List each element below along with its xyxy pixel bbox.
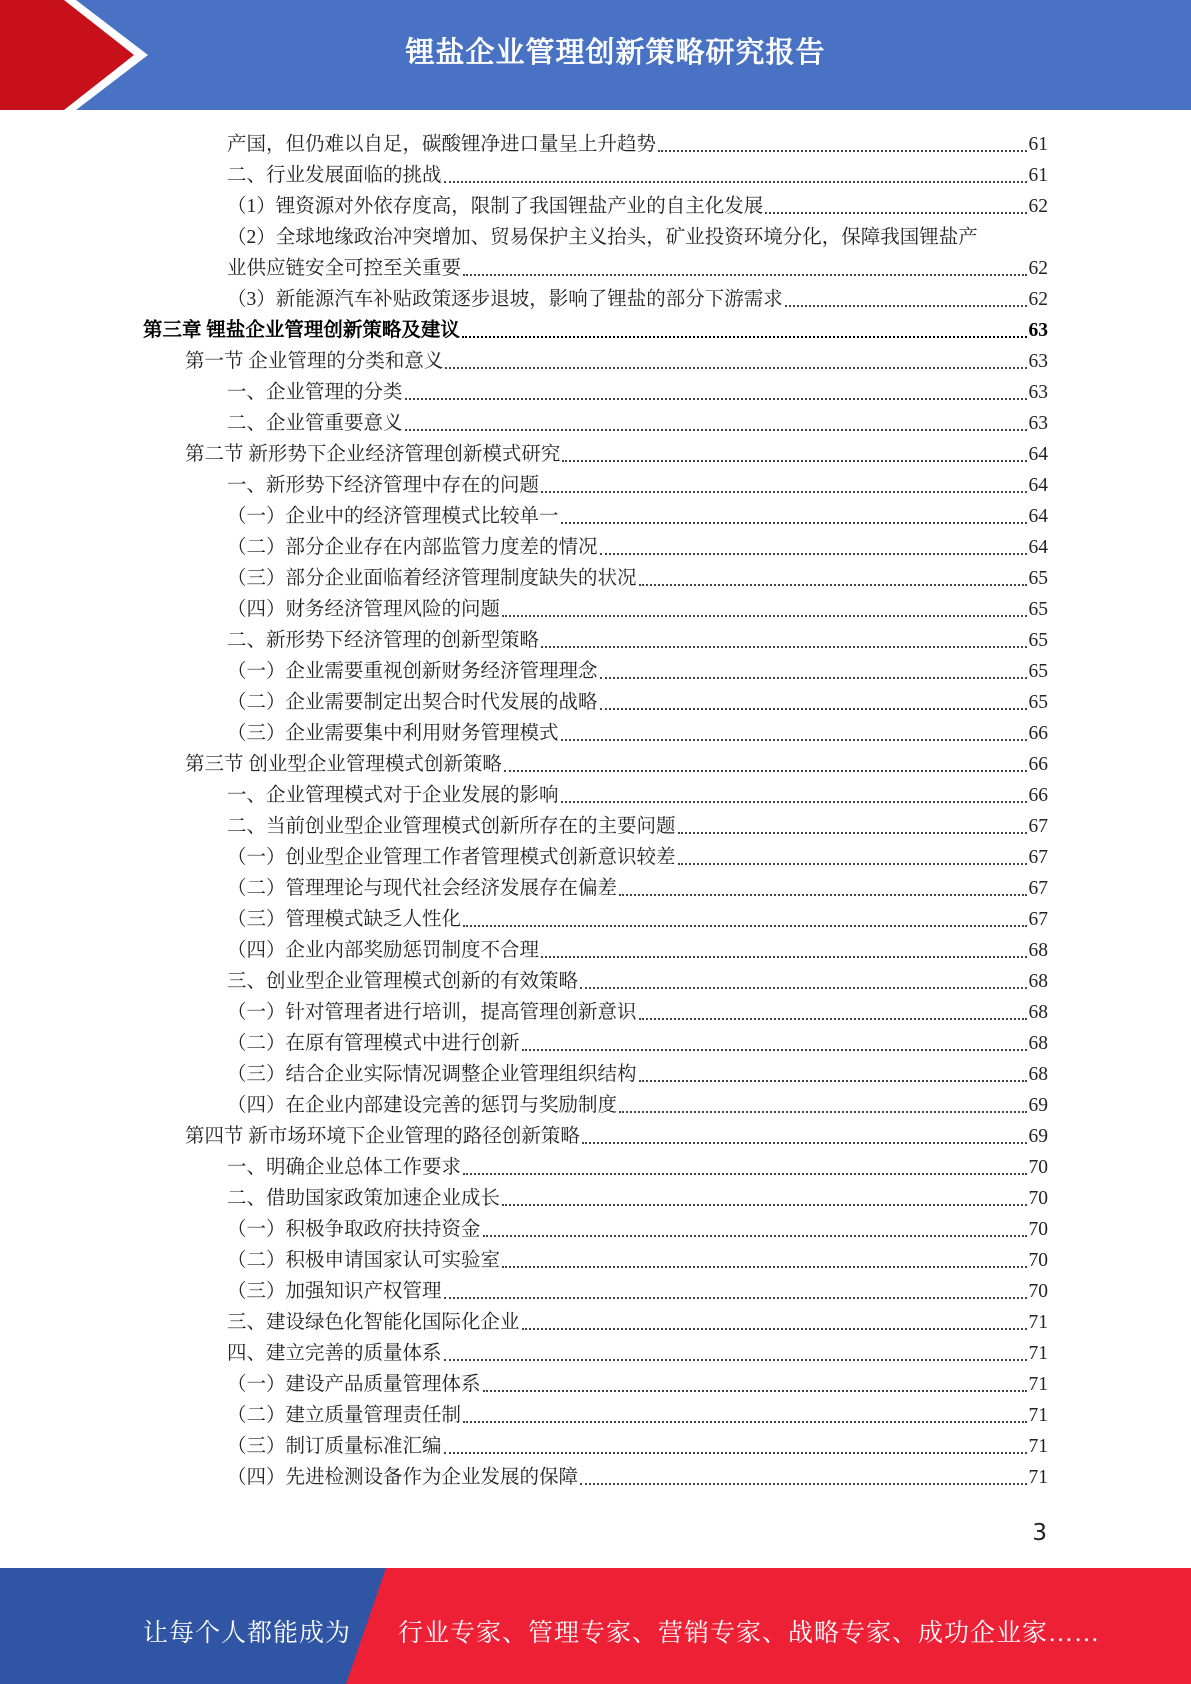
toc-entry-page: 71 bbox=[1028, 1343, 1048, 1364]
toc-entry-title: （二）管理理论与现代社会经济发展存在偏差 bbox=[227, 878, 618, 899]
toc-entry-title: （一）企业中的经济管理模式比较单一 bbox=[227, 506, 559, 527]
toc-entry-page: 62 bbox=[1028, 289, 1048, 310]
toc-entry-title: 第一节 企业管理的分类和意义 bbox=[185, 351, 444, 372]
toc-entry-title: （一）积极争取政府扶持资金 bbox=[227, 1219, 481, 1240]
toc-entry[interactable] bbox=[227, 1335, 1048, 1366]
page-number: 3 bbox=[1032, 1520, 1047, 1546]
toc-leader-dots bbox=[444, 180, 1027, 183]
toc-entry[interactable] bbox=[227, 157, 1048, 188]
toc-leader-dots bbox=[785, 304, 1027, 307]
toc-entry[interactable] bbox=[227, 839, 1048, 870]
toc-entry-page: 71 bbox=[1028, 1405, 1048, 1426]
toc-entry-title: （二）在原有管理模式中进行创新 bbox=[227, 1033, 520, 1054]
toc-entry-page: 71 bbox=[1028, 1312, 1048, 1333]
toc-leader-dots bbox=[639, 1079, 1027, 1082]
toc-entry-page: 65 bbox=[1028, 599, 1048, 620]
toc-entry[interactable] bbox=[227, 374, 1048, 405]
toc-entry-title: （一）创业型企业管理工作者管理模式创新意识较差 bbox=[227, 847, 676, 868]
toc-entry-page: 70 bbox=[1028, 1157, 1048, 1178]
toc-entry-page: 64 bbox=[1028, 444, 1048, 465]
toc-leader-dots bbox=[405, 428, 1027, 431]
toc-entry-title: 三、建设绿色化智能化国际化企业 bbox=[227, 1312, 520, 1333]
toc-entry-page: 66 bbox=[1028, 723, 1048, 744]
toc-entry-page: 61 bbox=[1028, 134, 1048, 155]
toc-entry[interactable] bbox=[227, 1366, 1048, 1397]
toc-leader-dots bbox=[463, 1172, 1026, 1175]
toc-entry-title: （1）锂资源对外依存度高，限制了我国锂盐产业的自主化发展 bbox=[227, 196, 764, 217]
toc-leader-dots bbox=[463, 924, 1026, 927]
toc-leader-dots bbox=[639, 583, 1027, 586]
toc-entry-title: （三）企业需要集中利用财务管理模式 bbox=[227, 723, 559, 744]
toc-entry-first-line[interactable]: （2）全球地缘政治冲突增加、贸易保护主义抬头，矿业投资环境分化，保障我国锂盐产 bbox=[227, 227, 978, 248]
toc-entry[interactable] bbox=[227, 932, 1048, 963]
toc-leader-dots bbox=[463, 1420, 1026, 1423]
toc-entry-page: 65 bbox=[1028, 661, 1048, 682]
toc-entry[interactable] bbox=[227, 808, 1048, 839]
toc-entry-page: 68 bbox=[1028, 971, 1048, 992]
toc-entry[interactable] bbox=[227, 715, 1048, 746]
toc-entry-page: 70 bbox=[1028, 1219, 1048, 1240]
toc-entry-title: （3）新能源汽车补贴政策逐步退坡，影响了锂盐的部分下游需求 bbox=[227, 289, 783, 310]
toc-entry-page: 64 bbox=[1028, 506, 1048, 527]
toc-leader-dots bbox=[580, 1482, 1026, 1485]
report-title: 锂盐企业管理创新策略研究报告 bbox=[405, 35, 826, 69]
toc-leader-dots bbox=[541, 490, 1026, 493]
toc-entry[interactable] bbox=[227, 1459, 1048, 1490]
toc-entry-page: 71 bbox=[1028, 1436, 1048, 1457]
toc-leader-dots bbox=[462, 335, 1027, 338]
toc-entry-title: （四）先进检测设备作为企业发展的保障 bbox=[227, 1467, 579, 1488]
toc-entry-title: 产国，但仍难以自足，碳酸锂净进口量呈上升趋势 bbox=[227, 134, 657, 155]
toc-leader-dots bbox=[444, 1358, 1027, 1361]
toc-entry[interactable] bbox=[227, 1087, 1048, 1118]
toc-entry-title: （二）企业需要制定出契合时代发展的战略 bbox=[227, 692, 598, 713]
toc-entry-page: 68 bbox=[1028, 1033, 1048, 1054]
toc-entry-title: 二、借助国家政策加速企业成长 bbox=[227, 1188, 501, 1209]
toc-entry-title: 四、建立完善的质量体系 bbox=[227, 1343, 442, 1364]
toc-entry-page: 70 bbox=[1028, 1250, 1048, 1271]
toc-leader-dots bbox=[522, 1327, 1027, 1330]
toc-entry-page: 67 bbox=[1028, 909, 1048, 930]
toc-entry-title: （一）针对管理者进行培训，提高管理创新意识 bbox=[227, 1002, 637, 1023]
toc-entry[interactable] bbox=[227, 1428, 1048, 1459]
toc-section-entry[interactable] bbox=[185, 436, 1048, 467]
toc-leader-dots bbox=[580, 986, 1026, 989]
toc-entry-title: 一、明确企业总体工作要求 bbox=[227, 1157, 462, 1178]
toc-entry-title: （三）结合企业实际情况调整企业管理组织结构 bbox=[227, 1064, 637, 1085]
toc-entry-title: （二）建立质量管理责任制 bbox=[227, 1405, 462, 1426]
toc-entry-page: 61 bbox=[1028, 165, 1048, 186]
toc-leader-dots bbox=[600, 676, 1027, 679]
toc-leader-dots bbox=[600, 707, 1027, 710]
toc-entry-title: 二、行业发展面临的挑战 bbox=[227, 165, 442, 186]
toc-entry-page: 63 bbox=[1028, 382, 1048, 403]
toc-entry-title: （二）积极申请国家认可实验室 bbox=[227, 1250, 501, 1271]
toc-entry[interactable] bbox=[227, 126, 1048, 157]
toc-entry-page: 69 bbox=[1028, 1095, 1048, 1116]
toc-entry[interactable] bbox=[227, 684, 1048, 715]
toc-entry[interactable] bbox=[227, 1304, 1048, 1335]
toc-entry[interactable] bbox=[227, 1211, 1048, 1242]
toc-entry-title: （三）部分企业面临着经济管理制度缺失的状况 bbox=[227, 568, 637, 589]
toc-leader-dots bbox=[502, 614, 1026, 617]
toc-entry-page: 63 bbox=[1028, 320, 1048, 341]
toc-leader-dots bbox=[619, 1110, 1026, 1113]
toc-entry-page: 66 bbox=[1028, 785, 1048, 806]
toc-leader-dots bbox=[562, 459, 1026, 462]
toc-entry-title: 三、创业型企业管理模式创新的有效策略 bbox=[227, 971, 579, 992]
toc-entry[interactable] bbox=[227, 622, 1048, 653]
toc-entry-page: 67 bbox=[1028, 878, 1048, 899]
toc-entry-title: （三）管理模式缺乏人性化 bbox=[227, 909, 462, 930]
toc-leader-dots bbox=[678, 862, 1027, 865]
toc-entry-title: 第三节 创业型企业管理模式创新策略 bbox=[185, 754, 502, 775]
toc-leader-dots bbox=[541, 955, 1026, 958]
toc-entry-page: 70 bbox=[1028, 1281, 1048, 1302]
toc-entry[interactable] bbox=[227, 405, 1048, 436]
toc-section-entry[interactable] bbox=[185, 343, 1048, 374]
toc-entry-page: 65 bbox=[1028, 568, 1048, 589]
toc-entry[interactable] bbox=[227, 188, 1048, 219]
page-header bbox=[0, 0, 1191, 110]
toc-entry[interactable] bbox=[227, 1242, 1048, 1273]
toc-leader-dots bbox=[561, 738, 1027, 741]
toc-entry[interactable] bbox=[227, 994, 1048, 1025]
toc-leader-dots bbox=[658, 149, 1026, 152]
toc-entry[interactable] bbox=[227, 901, 1048, 932]
toc-entry-title: （一）建设产品质量管理体系 bbox=[227, 1374, 481, 1395]
toc-entry-title: （四）企业内部奖励惩罚制度不合理 bbox=[227, 940, 540, 961]
toc-entry[interactable] bbox=[227, 777, 1048, 808]
toc-entry[interactable] bbox=[227, 963, 1048, 994]
toc-entry-title: 第四节 新市场环境下企业管理的路径创新策略 bbox=[185, 1126, 580, 1147]
toc-section-entry[interactable] bbox=[185, 746, 1048, 777]
toc-entry-page: 70 bbox=[1028, 1188, 1048, 1209]
footer-slogan-right: 行业专家、管理专家、营销专家、战略专家、成功企业家…… bbox=[398, 1620, 1101, 1647]
toc-entry[interactable] bbox=[227, 467, 1048, 498]
toc-entry-title: 一、新形势下经济管理中存在的问题 bbox=[227, 475, 540, 496]
toc-leader-dots bbox=[405, 397, 1027, 400]
toc-leader-dots bbox=[765, 211, 1026, 214]
toc-entry-page: 63 bbox=[1028, 413, 1048, 434]
toc-entry[interactable] bbox=[227, 1273, 1048, 1304]
toc-entry-page: 62 bbox=[1028, 196, 1048, 217]
toc-entry-title: （三）制订质量标准汇编 bbox=[227, 1436, 442, 1457]
toc-entry-page: 68 bbox=[1028, 940, 1048, 961]
toc-entry-page: 67 bbox=[1028, 816, 1048, 837]
toc-entry[interactable] bbox=[227, 1397, 1048, 1428]
footer-slogan-left: 让每个人都能成为 bbox=[143, 1620, 352, 1647]
toc-entry[interactable] bbox=[227, 250, 1048, 281]
toc-entry[interactable] bbox=[227, 1149, 1048, 1180]
toc-leader-dots bbox=[504, 769, 1027, 772]
toc-entry-title: （四）在企业内部建设完善的惩罚与奖励制度 bbox=[227, 1095, 618, 1116]
toc-entry-title: 一、企业管理的分类 bbox=[227, 382, 403, 403]
toc-leader-dots bbox=[502, 1265, 1026, 1268]
toc-leader-dots bbox=[445, 366, 1026, 369]
toc-leader-dots bbox=[561, 521, 1027, 524]
toc-leader-dots bbox=[678, 831, 1027, 834]
toc-entry[interactable] bbox=[227, 1056, 1048, 1087]
toc-leader-dots bbox=[483, 1234, 1027, 1237]
toc-entry-page: 67 bbox=[1028, 847, 1048, 868]
toc-leader-dots bbox=[522, 1048, 1027, 1051]
toc-leader-dots bbox=[582, 1141, 1027, 1144]
toc-entry-page: 65 bbox=[1028, 692, 1048, 713]
toc-leader-dots bbox=[561, 800, 1027, 803]
toc-entry[interactable] bbox=[227, 1025, 1048, 1056]
toc-entry-title: （三）加强知识产权管理 bbox=[227, 1281, 442, 1302]
toc-leader-dots bbox=[502, 1203, 1026, 1206]
toc-entry-title: 第三章 锂盐企业管理创新策略及建议 bbox=[143, 320, 460, 341]
toc-entry-title: 二、当前创业型企业管理模式创新所存在的主要问题 bbox=[227, 816, 676, 837]
toc-entry-title: 二、企业管重要意义 bbox=[227, 413, 403, 434]
toc-entry-page: 71 bbox=[1028, 1467, 1048, 1488]
toc-entry[interactable] bbox=[227, 560, 1048, 591]
toc-entry-page: 62 bbox=[1028, 258, 1048, 279]
toc-leader-dots bbox=[600, 552, 1027, 555]
toc-entry-title: 第二节 新形势下企业经济管理创新模式研究 bbox=[185, 444, 561, 465]
toc-entry-title: 一、企业管理模式对于企业发展的影响 bbox=[227, 785, 559, 806]
toc-entry-title: （四）财务经济管理风险的问题 bbox=[227, 599, 501, 620]
toc-entry-page: 68 bbox=[1028, 1064, 1048, 1085]
toc-leader-dots bbox=[463, 273, 1026, 276]
toc-entry-page: 66 bbox=[1028, 754, 1048, 775]
toc-leader-dots bbox=[541, 645, 1026, 648]
toc-entry[interactable] bbox=[227, 281, 1048, 312]
toc-entry[interactable] bbox=[227, 498, 1048, 529]
toc-entry-title: （二）部分企业存在内部监管力度差的情况 bbox=[227, 537, 598, 558]
toc-chapter-entry[interactable] bbox=[143, 312, 1048, 343]
toc-entry-page: 71 bbox=[1028, 1374, 1048, 1395]
toc-entry-page: 64 bbox=[1028, 475, 1048, 496]
toc-entry-page: 63 bbox=[1028, 351, 1048, 372]
toc-leader-dots bbox=[483, 1389, 1027, 1392]
page-footer bbox=[0, 1568, 1191, 1684]
toc-entry-title: （一）企业需要重视创新财务经济管理理念 bbox=[227, 661, 598, 682]
toc-entry-page: 64 bbox=[1028, 537, 1048, 558]
toc-entry[interactable] bbox=[227, 1180, 1048, 1211]
toc-entry[interactable] bbox=[227, 529, 1048, 560]
toc-leader-dots bbox=[444, 1451, 1027, 1454]
toc-entry-page: 69 bbox=[1028, 1126, 1048, 1147]
toc-leader-dots bbox=[639, 1017, 1027, 1020]
toc-entry[interactable] bbox=[227, 591, 1048, 622]
toc-entry[interactable] bbox=[227, 870, 1048, 901]
toc-section-entry[interactable] bbox=[185, 1118, 1048, 1149]
toc-leader-dots bbox=[619, 893, 1026, 896]
toc-entry-page: 65 bbox=[1028, 630, 1048, 651]
toc-entry[interactable] bbox=[227, 653, 1048, 684]
toc-leader-dots bbox=[444, 1296, 1027, 1299]
toc-entry-page: 68 bbox=[1028, 1002, 1048, 1023]
toc-entry-title-continued: 业供应链安全可控至关重要 bbox=[227, 258, 462, 279]
toc-entry-title: 二、新形势下经济管理的创新型策略 bbox=[227, 630, 540, 651]
